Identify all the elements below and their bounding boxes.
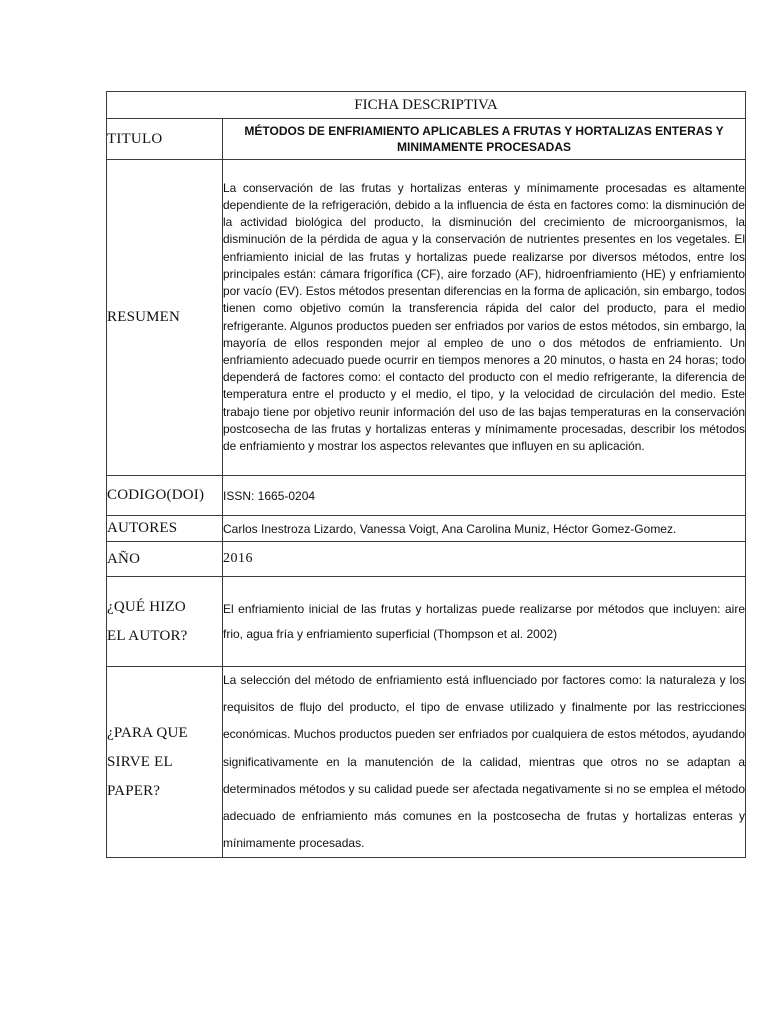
para-que-label-line2: SIRVE EL <box>107 753 173 770</box>
header-row <box>107 92 746 119</box>
ficha-descriptiva-table <box>106 91 746 858</box>
resumen-label: RESUMEN <box>107 160 223 476</box>
que-hizo-label-line1: ¿QUÉ HIZO <box>107 598 186 615</box>
anio-value: 2016 <box>223 542 746 577</box>
que-hizo-label <box>107 577 223 667</box>
titulo-row <box>107 119 746 160</box>
resumen-value: La conservación de las frutas y hortalizas enteras y mínimamente procesadas es altamente dependiente de la refrigeración, debido a la influencia de ésta en factores como: la disminución de la actividad biológica del producto, la disminución del crecimiento de microorganismos, la disminución de la pérdida de agua y la conservación de nutrientes presentes en los vegetales. El enfriamiento inicial de las frutas y hortalizas puede realizarse por diversos métodos, entre los principales están: cámara frigorífica (CF), aire forzado (AF), hidroenfriamiento (HE) y enfriamiento por vacío (EV). Estos métodos presentan diferencias en la forma de aplicación, sin embargo, todos tienen como objetivo común la transferencia rápida del calor del producto, para el medio refrigerante. Algunos productos pueden ser enfriados por varios de estos métodos, sin embargo, la mayoría de ellos responden mejor al empleo de uno o dos métodos de enfriamiento. Un enfriamiento adecuado puede ocurrir en tiempos menores a 20 minutos, o hasta en 24 horas; todo dependerá de factores como: el contacto del producto con el medio refrigerante, la diferencia de temperatura entre el producto y el medio, el tipo, y la velocidad de circulación del medio. Este trabajo tiene por objetivo reunir información del uso de las bajas temperaturas en la conservación postcosecha de las frutas y hortalizas enteras y mínimamente procesadas, describir los métodos de enfriamiento y mostrar los aspectos relevantes que influyen en su aplicación. <box>223 160 746 476</box>
autores-row <box>107 516 746 542</box>
titulo-label: TITULO <box>107 119 223 160</box>
codigo-row <box>107 476 746 516</box>
resumen-row <box>107 160 746 476</box>
codigo-label: CODIGO(DOI) <box>107 476 223 516</box>
titulo-value: MÉTODOS DE ENFRIAMIENTO APLICABLES A FRUTAS Y HORTALIZAS ENTERAS Y MINIMAMENTE PROCESADAS <box>223 119 746 160</box>
que-hizo-value: El enfriamiento inicial de las frutas y hortalizas puede realizarse por métodos que incluyen: aire frio, agua fría y enfriamiento superficial (Thompson et al. 2002) <box>223 577 746 667</box>
para-que-value: La selección del método de enfriamiento está influenciado por factores como: la naturaleza y los requisitos de flujo del producto, el tipo de envase utilizado y finalmente por las restricciones económicas. Muchos productos pueden ser enfriados por cualquiera de estos métodos, ayudando significativamente en la manutención de la calidad, mientras que otros no se adaptan a determinados métodos y su calidad puede ser afectada negativamente si no se emplea el método adecuado de enfriamiento más comunes en la postcosecha de frutas y hortalizas enteras y mínimamente procesadas. <box>223 667 746 858</box>
anio-row <box>107 542 746 577</box>
autores-label: AUTORES <box>107 516 223 542</box>
que-hizo-row <box>107 577 746 667</box>
para-que-row <box>107 667 746 858</box>
para-que-label-line1: ¿PARA QUE <box>107 724 188 741</box>
anio-label: AÑO <box>107 542 223 577</box>
autores-value: Carlos Inestroza Lizardo, Vanessa Voigt, Ana Carolina Muniz, Héctor Gomez-Gomez. <box>223 516 746 542</box>
para-que-label <box>107 667 223 858</box>
codigo-value: ISSN: 1665-0204 <box>223 476 746 516</box>
que-hizo-label-line2: EL AUTOR? <box>107 627 188 644</box>
table-header: FICHA DESCRIPTIVA <box>107 92 746 119</box>
para-que-label-line3: PAPER? <box>107 782 161 799</box>
